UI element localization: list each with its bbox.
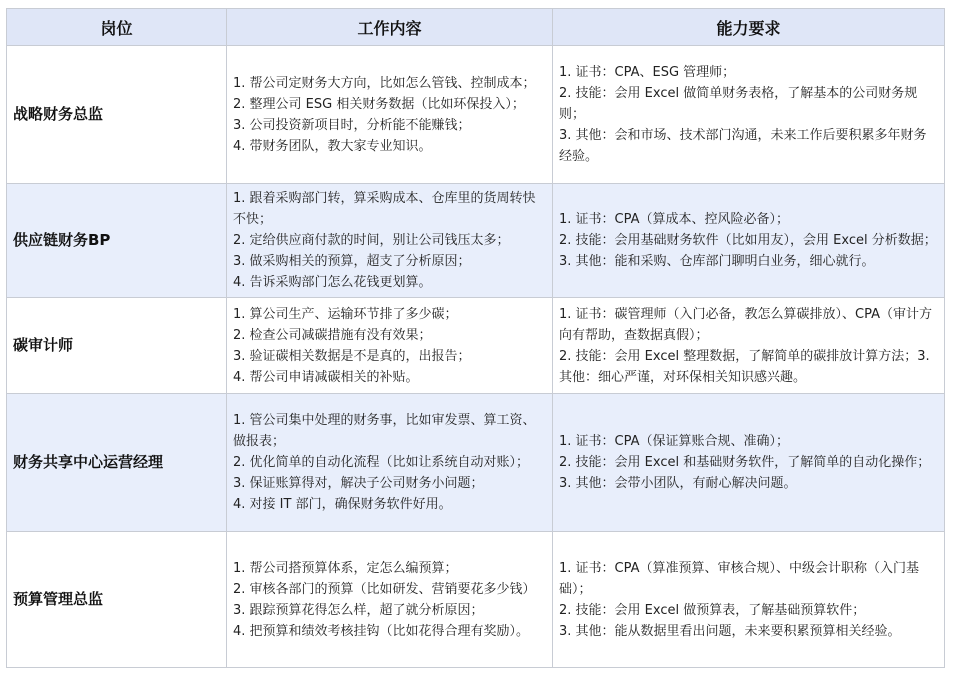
work-line: 2. 整理公司 ESG 相关财务数据（比如环保投入）； [233, 96, 525, 112]
requirement-line: 1. 证书：CPA（保证算账合规、准确）； [559, 434, 790, 449]
requirement-line: 2. 技能：会用基础财务软件（比如用友），会用 Excel 分析数据； [559, 233, 937, 248]
table-row [7, 532, 945, 668]
work-cell [227, 394, 553, 532]
requirement-line: 3. 其他：能从数据里看出问题，未来要积累预算相关经验。 [559, 623, 901, 639]
work-line: 1. 帮公司搭预算体系，定怎么编预算； [233, 560, 458, 576]
table-row [7, 394, 945, 532]
work-line: 2. 检查公司减碳措施有没有效果； [233, 327, 432, 343]
work-line: 2. 优化简单的自动化流程（比如让系统自动对账）； [233, 455, 530, 470]
work-line: 4. 帮公司申请减碳相关的补贴。 [233, 369, 419, 385]
table-row [7, 298, 945, 394]
role-cell: 预算管理总监 [7, 532, 227, 668]
table-row [7, 46, 945, 184]
header-work: 工作内容 [227, 9, 553, 46]
work-line: 2. 定给供应商付款的时间，别让公司钱压太多； [233, 233, 510, 248]
job-table-container [6, 8, 944, 668]
requirements-cell [553, 298, 945, 394]
work-line: 1. 跟着采购部门转，算采购成本、仓库里的货周转快不快； [233, 191, 536, 227]
work-line: 1. 帮公司定财务大方向，比如怎么管钱、控制成本； [233, 75, 536, 91]
requirement-line: 3. 其他：能和采购、仓库部门聊明白业务，细心就行。 [559, 254, 875, 269]
work-line: 3. 做采购相关的预算，超支了分析原因； [233, 254, 471, 269]
work-line: 4. 带财务团队，教大家专业知识。 [233, 138, 432, 154]
requirements-cell [553, 46, 945, 184]
requirements-cell [553, 394, 945, 532]
work-line: 1. 算公司生产、运输环节排了多少碳； [233, 306, 458, 322]
work-line: 4. 把预算和绩效考核挂钩（比如花得合理有奖励）。 [233, 623, 530, 639]
requirement-line: 1. 证书：CPA（算成本、控风险必备）； [559, 212, 790, 227]
work-line: 4. 对接 IT 部门，确保财务软件好用。 [233, 497, 452, 512]
requirement-line: 2. 技能：会用 Excel 做简单财务表格，了解基本的公司财务规则； [559, 86, 918, 122]
role-cell: 财务共享中心运营经理 [7, 394, 227, 532]
work-line: 3. 公司投资新项目时，分析能不能赚钱； [233, 117, 471, 133]
header-role: 岗位 [7, 9, 227, 46]
requirement-line: 3. 其他：会带小团队，有耐心解决问题。 [559, 476, 797, 491]
role-cell: 战略财务总监 [7, 46, 227, 184]
work-cell [227, 532, 553, 668]
work-cell [227, 184, 553, 298]
role-cell: 供应链财务BP [7, 184, 227, 298]
requirement-line: 1. 证书：碳管理师（入门必备，教怎么算碳排放）、CPA（审计方向有帮助，查数据真假）； [559, 306, 933, 343]
work-line: 1. 管公司集中处理的财务事，比如审发票、算工资、做报表； [233, 413, 536, 449]
requirement-line: 1. 证书：CPA（算准预算、审核合规）、中级会计职称（入门基础）； [559, 560, 920, 597]
work-cell [227, 46, 553, 184]
requirements-cell [553, 184, 945, 298]
requirements-cell [553, 532, 945, 668]
requirement-line: 2. 技能：会用 Excel 和基础财务软件，了解简单的自动化操作； [559, 455, 931, 470]
table-header-row [7, 9, 945, 46]
work-cell [227, 298, 553, 394]
requirement-line: 2. 技能：会用 Excel 做预算表，了解基础预算软件； [559, 602, 866, 618]
job-requirements-table [6, 8, 945, 668]
requirement-line: 1. 证书：CPA、ESG 管理师； [559, 65, 736, 80]
table-row [7, 184, 945, 298]
work-line: 4. 告诉采购部门怎么花钱更划算。 [233, 275, 432, 290]
requirement-line: 2. 技能：会用 Excel 整理数据，了解简单的碳排放计算方法；3. 其他：细心严谨，对环保相关知识感兴趣。 [559, 348, 930, 385]
work-line: 3. 跟踪预算花得怎么样，超了就分析原因； [233, 602, 484, 618]
requirement-line: 3. 其他：会和市场、技术部门沟通，未来工作后要积累多年财务经验。 [559, 128, 927, 164]
role-cell: 碳审计师 [7, 298, 227, 394]
work-line: 2. 审核各部门的预算（比如研发、营销要花多少钱） [233, 581, 536, 597]
header-requirements: 能力要求 [553, 9, 945, 46]
work-line: 3. 保证账算得对，解决子公司财务小问题； [233, 476, 484, 491]
work-line: 3. 验证碳相关数据是不是真的，出报告； [233, 348, 471, 364]
